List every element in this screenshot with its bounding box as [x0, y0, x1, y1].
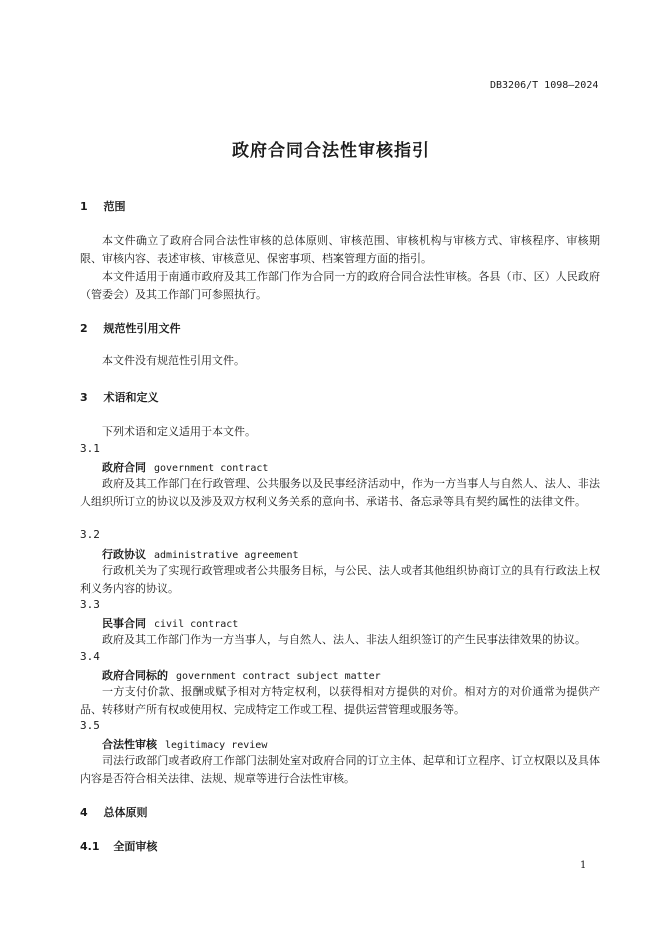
term-zh: 政府合同: [102, 461, 146, 474]
term-number: 3.2: [80, 528, 100, 541]
section-number: 2: [80, 322, 88, 335]
section-1-heading: [80, 198, 126, 214]
document-title: 政府合同合法性审核指引: [232, 141, 430, 161]
term-definition: 行政机关为了实现行政管理或者公共服务目标，与公民、法人或者其他组织协商订立的具有行政法上权利义务内容的协议。: [80, 564, 600, 595]
term-zh: 合法性审核: [102, 738, 157, 751]
standard-number: DB3206/T 1098—2024: [490, 80, 599, 91]
section-2-heading: [80, 320, 181, 336]
term-en: civil contract: [154, 619, 239, 630]
subsection-number: 4.1: [80, 840, 100, 853]
section-title: 术语和定义: [103, 391, 159, 404]
term-definition: 司法行政部门或者政府工作部门法制处室对政府合同的订立主体、起草和订立程序、订立权限以及具体内容是否符合相关法律、法规、规章等进行合法性审核。: [80, 754, 600, 785]
term-en: administrative agreement: [154, 550, 299, 561]
section-number: 1: [80, 200, 88, 213]
normative-references-paragraph: 本文件没有规范性引用文件。: [102, 354, 245, 367]
term-definition: 一方支付价款、报酬或赋予相对方特定权利，以获得相对方提供的对价。相对方的对价通常为提供产品、转移财产所有权或使用权、完成特定工作或工程、提供运营管理或服务等。: [80, 685, 600, 716]
section-number: 3: [80, 391, 88, 404]
term-zh: 政府合同标的: [102, 669, 168, 682]
section-4-heading: [80, 804, 148, 820]
term-definition: 政府及其工作部门在行政管理、公共服务以及民事经济活动中，作为一方当事人与自然人、法人、非法人组织所订立的协议以及涉及双方权利义务关系的意向书、承诺书、备忘录等具有契约属性的法律文件。: [80, 477, 600, 508]
section-title: 规范性引用文件: [103, 322, 181, 335]
term-heading: [102, 546, 299, 562]
section-title: 范围: [103, 200, 126, 213]
term-en: government contract: [154, 463, 269, 474]
scope-paragraph-1: 本文件确立了政府合同合法性审核的总体原则、审核范围、审核机构与审核方式、审核程序、审核期限、审核内容、表述审核、审核意见、保密事项、档案管理方面的指引。: [80, 234, 600, 265]
term-number: 3.3: [80, 598, 100, 611]
scope-paragraph-2: 本文件适用于南通市政府及其工作部门作为合同一方的政府合同合法性审核。各县（市、区）人民政府（管委会）及其工作部门可参照执行。: [80, 270, 600, 301]
term-zh: 民事合同: [102, 617, 146, 630]
term-number: 3.4: [80, 650, 100, 663]
term-number: 3.5: [80, 719, 100, 732]
section-title: 总体原则: [103, 806, 148, 819]
term-number: 3.1: [80, 442, 100, 455]
term-heading: [102, 736, 267, 752]
subsection-4-1-heading: [80, 838, 157, 854]
section-3-heading: [80, 389, 159, 405]
terms-intro: 下列术语和定义适用于本文件。: [102, 425, 256, 438]
term-zh: 行政协议: [102, 548, 146, 561]
term-heading: [102, 667, 381, 683]
page-number: 1: [580, 860, 587, 871]
term-heading: [102, 615, 238, 631]
term-heading: [102, 459, 268, 475]
term-en: legitimacy review: [165, 740, 268, 751]
subsection-title: 全面审核: [113, 840, 158, 853]
term-en: government contract subject matter: [176, 671, 381, 682]
term-definition: 政府及其工作部门作为一方当事人，与自然人、法人、非法人组织签订的产生民事法律效果的协议。: [102, 633, 586, 646]
section-number: 4: [80, 806, 88, 819]
